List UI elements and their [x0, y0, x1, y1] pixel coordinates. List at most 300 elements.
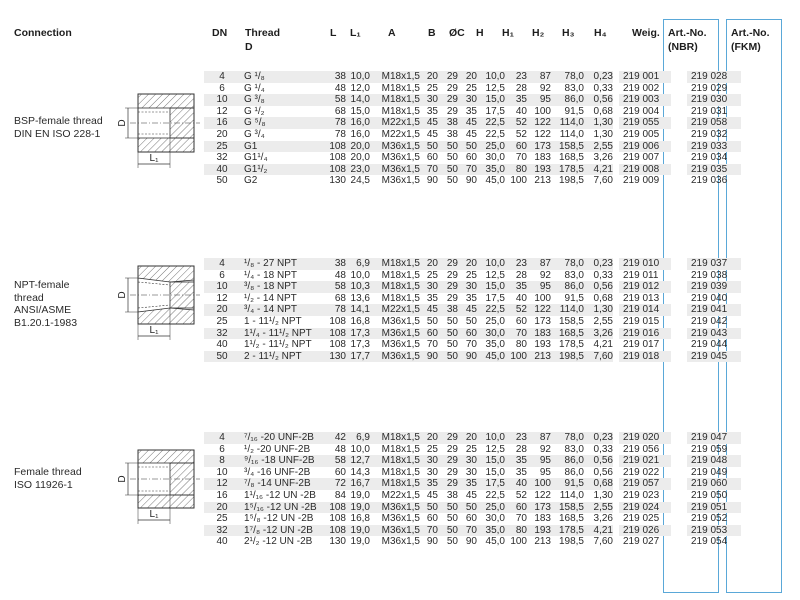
- bsp-fitting-drawing: [110, 90, 206, 172]
- column-gap: [671, 339, 687, 351]
- cell-dn: 8: [204, 455, 240, 467]
- cell-weight: 3,26: [593, 152, 613, 164]
- cell-l: 78: [320, 304, 346, 316]
- cell-thread: G1: [240, 141, 320, 153]
- cell-art-fkm: 219 051: [687, 502, 741, 514]
- cell-h3: 173: [534, 315, 551, 327]
- cell-thread: 1 - 11¹/₂ NPT: [244, 315, 302, 327]
- cell-art-fkm: 219 049: [691, 466, 728, 478]
- cell-l1: 16,8: [350, 513, 370, 525]
- table-row: [204, 106, 741, 118]
- column-gap: [671, 455, 687, 467]
- cell-oc: 29: [446, 292, 458, 304]
- cell-l: 68: [334, 105, 346, 117]
- cell-art-nbr: 219 003: [619, 94, 671, 106]
- table-row: [204, 175, 741, 187]
- cell-b: 45: [420, 117, 438, 129]
- cell-l1: 6,9: [346, 258, 370, 270]
- cell-h1: 10,0: [477, 432, 505, 444]
- cell-thread: ³/₈ - 18 NPT: [240, 281, 320, 293]
- cell-a: M36x1,5: [381, 513, 420, 525]
- cell-dn: 4: [204, 71, 240, 83]
- cell-h2: 100: [510, 175, 527, 187]
- column-gap: [671, 117, 687, 129]
- cell-a: M18x1,5: [370, 432, 420, 444]
- cell-h4: 168,5: [551, 328, 584, 340]
- cell-oc: 29: [446, 82, 458, 94]
- cell-l1: 13,6: [350, 292, 370, 304]
- cell-h3: 95: [527, 94, 551, 106]
- table-row: [204, 525, 741, 537]
- cell-h2: 40: [505, 478, 527, 490]
- cell-thread: G ³/₄: [244, 128, 265, 140]
- cell-h4: 83,0: [564, 443, 584, 455]
- cell-h2: 40: [515, 292, 527, 304]
- table-row: [204, 71, 741, 83]
- cell-weight: 3,26: [584, 328, 613, 340]
- cell-h4: 86,0: [551, 94, 584, 106]
- table-row: [204, 351, 741, 363]
- cell-h4: 168,5: [558, 152, 584, 164]
- cell-h1: 35,0: [485, 339, 505, 351]
- cell-oc: 50: [446, 152, 458, 164]
- npt-data-table: [204, 258, 741, 362]
- cell-art-nbr: 219 014: [619, 304, 671, 316]
- cell-h: 35: [465, 105, 477, 117]
- cell-thread: G ¹/₈: [240, 71, 320, 83]
- cell-art-nbr: 219 056: [623, 443, 660, 455]
- column-gap: [671, 478, 687, 490]
- cell-b: 25: [426, 82, 438, 94]
- cell-h4: 168,5: [558, 513, 584, 525]
- table-row: [204, 444, 741, 456]
- cell-h4: 178,5: [551, 525, 584, 537]
- cell-b: 60: [426, 513, 438, 525]
- cell-h: 60: [465, 152, 477, 164]
- cell-thread: ⁹/₁₆ -18 UNF-2B: [240, 455, 320, 467]
- cell-b: 70: [420, 525, 438, 537]
- cell-oc: 29: [446, 443, 458, 455]
- cell-h2: 28: [515, 443, 527, 455]
- cell-l: 60: [334, 466, 346, 478]
- cell-h3: 100: [534, 292, 551, 304]
- header-a: A: [388, 27, 396, 39]
- column-gap: [671, 316, 687, 328]
- cell-l: 108: [329, 339, 346, 351]
- cell-weight: 1,30: [584, 117, 613, 129]
- cell-h1: 25,0: [485, 315, 505, 327]
- cell-dn: 4: [204, 432, 240, 444]
- header-art-nbr-line1: Art.-No.: [668, 27, 707, 39]
- column-gap: [671, 328, 687, 340]
- cell-h3: 183: [534, 513, 551, 525]
- cell-art-nbr: 219 023: [623, 489, 660, 501]
- cell-thread: ¹/₄ - 18 NPT: [244, 269, 297, 281]
- cell-dn: 20: [204, 304, 240, 316]
- cell-h2: 100: [510, 536, 527, 548]
- cell-h2: 80: [505, 525, 527, 537]
- cell-h1: 15,0: [485, 466, 505, 478]
- cell-h1: 22,5: [477, 304, 505, 316]
- cell-oc: 38: [446, 128, 458, 140]
- cell-thread: 2¹/₂ -12 UN -2B: [244, 536, 313, 548]
- cell-h3: 95: [527, 455, 551, 467]
- cell-h: 25: [465, 269, 477, 281]
- cell-weight: 0,23: [584, 258, 613, 270]
- cell-l1: 20,0: [350, 152, 370, 164]
- d-dimension-label: D: [117, 119, 128, 127]
- cell-h3: 92: [539, 82, 551, 94]
- cell-l: 42: [320, 432, 346, 444]
- cell-art-nbr: 219 015: [623, 315, 660, 327]
- cell-h3: 95: [527, 281, 551, 293]
- cell-h3: 92: [539, 443, 551, 455]
- cell-art-nbr: 219 010: [619, 258, 671, 270]
- cell-h2: 23: [505, 432, 527, 444]
- cell-l1: 24,5: [350, 175, 370, 187]
- cell-art-fkm: 219 039: [687, 281, 741, 293]
- table-row: [204, 432, 741, 444]
- column-gap: [671, 351, 687, 363]
- cell-art-nbr: 219 017: [623, 339, 660, 351]
- cell-art-fkm: 219 030: [687, 94, 741, 106]
- table-row: [204, 164, 741, 176]
- cell-h4: 198,5: [558, 536, 584, 548]
- cell-h1: 30,0: [477, 328, 505, 340]
- cell-h2: 70: [505, 328, 527, 340]
- header-l1: L₁: [350, 27, 361, 39]
- cell-h3: 122: [527, 117, 551, 129]
- cell-thread: ³/₄ - 14 NPT: [240, 304, 320, 316]
- cell-art-fkm: 219 048: [687, 455, 741, 467]
- cell-oc: 29: [438, 281, 458, 293]
- table-row: [204, 117, 741, 129]
- table-row: [204, 502, 741, 514]
- cell-h3: 173: [527, 502, 551, 514]
- column-gap: [671, 444, 687, 456]
- cell-h: 60: [458, 328, 477, 340]
- cell-l: 72: [320, 478, 346, 490]
- table-row: [204, 304, 741, 316]
- header-oc: ØC: [449, 27, 465, 39]
- cell-l: 130: [329, 536, 346, 548]
- cell-art-nbr: 219 024: [619, 502, 671, 514]
- cell-l1: 16,0: [346, 117, 370, 129]
- cell-thread: 1¹/₁₆ -12 UN -2B: [244, 489, 316, 501]
- cell-art-nbr: 219 009: [623, 175, 660, 187]
- cell-a: M36x1,5: [381, 175, 420, 187]
- cell-h: 30: [458, 94, 477, 106]
- cell-dn: 25: [216, 513, 228, 525]
- l1-dimension-label: L₁: [149, 325, 159, 336]
- cell-h1: 22,5: [477, 117, 505, 129]
- cell-art-fkm: 219 031: [691, 105, 728, 117]
- cell-h2: 35: [505, 455, 527, 467]
- cell-h: 45: [458, 304, 477, 316]
- cell-thread: 1⁷/₈ -12 UN -2B: [240, 525, 320, 537]
- cell-weight: 1,30: [584, 304, 613, 316]
- cell-art-fkm: 219 059: [691, 443, 728, 455]
- cell-h2: 52: [505, 117, 527, 129]
- cell-dn: 6: [219, 82, 225, 94]
- cell-b: 70: [420, 164, 438, 176]
- cell-h4: 158,5: [551, 502, 584, 514]
- cell-dn: 40: [204, 164, 240, 176]
- cell-thread: G ¹/₄: [244, 82, 265, 94]
- cell-h2: 60: [505, 141, 527, 153]
- cell-thread: ¹/₂ - 14 NPT: [244, 292, 297, 304]
- cell-h2: 60: [515, 315, 527, 327]
- cell-weight: 0,56: [584, 94, 613, 106]
- cell-h2: 52: [515, 128, 527, 140]
- bsp-data-table: [204, 71, 741, 187]
- cell-a: M18x1,5: [370, 478, 420, 490]
- cell-a: M18x1,5: [370, 258, 420, 270]
- cell-a: M18x1,5: [370, 71, 420, 83]
- cell-h1: 17,5: [485, 292, 505, 304]
- cell-thread: G1¹/₄: [244, 152, 268, 164]
- cell-oc: 50: [446, 315, 458, 327]
- cell-h4: 198,5: [558, 175, 584, 187]
- column-gap: [671, 293, 687, 305]
- cell-dn: 12: [216, 105, 228, 117]
- cell-b: 25: [426, 269, 438, 281]
- cell-h1: 15,0: [477, 281, 505, 293]
- cell-h3: 183: [534, 152, 551, 164]
- cell-art-fkm: 219 040: [691, 292, 728, 304]
- cell-art-fkm: 219 038: [691, 269, 728, 281]
- cell-h: 50: [465, 315, 477, 327]
- cell-a: M36x1,5: [370, 525, 420, 537]
- cell-art-fkm: 219 029: [691, 82, 728, 94]
- cell-art-fkm: 219 047: [687, 432, 741, 444]
- column-gap: [671, 94, 687, 106]
- cell-oc: 29: [438, 94, 458, 106]
- cell-a: M18x1,5: [370, 281, 420, 293]
- cell-art-fkm: 219 028: [687, 71, 741, 83]
- cell-h4: 91,5: [551, 478, 584, 490]
- cell-l1: 16,0: [350, 128, 370, 140]
- cell-h3: 213: [534, 536, 551, 548]
- cell-h4: 83,0: [564, 269, 584, 281]
- cell-l: 68: [334, 292, 346, 304]
- cell-b: 30: [420, 455, 438, 467]
- cell-b: 20: [420, 71, 438, 83]
- cell-h3: 213: [534, 175, 551, 187]
- cell-h3: 122: [534, 128, 551, 140]
- cell-l1: 15,0: [350, 105, 370, 117]
- column-gap: [671, 83, 687, 95]
- cell-h3: 173: [527, 141, 551, 153]
- cell-h3: 92: [539, 269, 551, 281]
- section-label-line: DIN EN ISO 228-1: [14, 127, 101, 140]
- section-label-line: Female thread: [14, 466, 82, 478]
- cell-art-fkm: 219 037: [687, 258, 741, 270]
- table-row: [204, 258, 741, 270]
- cell-oc: 29: [446, 105, 458, 117]
- cell-b: 90: [426, 175, 438, 187]
- cell-h1: 25,0: [477, 502, 505, 514]
- cell-h4: 78,0: [551, 71, 584, 83]
- cell-h4: 198,5: [551, 351, 584, 363]
- cell-h: 45: [465, 128, 477, 140]
- cell-weight: 0,23: [584, 432, 613, 444]
- cell-dn: 10: [204, 94, 240, 106]
- section-label-line: ISO 11926-1: [14, 478, 73, 491]
- cell-art-nbr: 219 055: [619, 117, 671, 129]
- cell-h: 70: [465, 339, 477, 351]
- cell-weight: 0,33: [593, 269, 613, 281]
- cell-weight: 2,55: [593, 315, 613, 327]
- cell-b: 20: [420, 432, 438, 444]
- cell-a: M18x1,5: [381, 443, 420, 455]
- cell-oc: 38: [438, 117, 458, 129]
- cell-h2: 23: [505, 71, 527, 83]
- cell-thread: G2: [244, 175, 258, 187]
- cell-h2: 28: [515, 269, 527, 281]
- cell-h1: 35,0: [477, 525, 505, 537]
- header-h: H: [476, 27, 484, 39]
- cell-h2: 52: [505, 304, 527, 316]
- cell-a: M36x1,5: [381, 315, 420, 327]
- d-dimension-label: D: [117, 475, 128, 483]
- header-art-nbr-line2: (NBR): [668, 41, 698, 53]
- cell-oc: 29: [438, 71, 458, 83]
- cell-dn: 25: [204, 141, 240, 153]
- cell-b: 20: [420, 258, 438, 270]
- cell-art-fkm: 219 053: [687, 525, 741, 537]
- cell-l: 108: [329, 315, 346, 327]
- cell-thread: ³/₄ -16 UNF-2B: [244, 466, 311, 478]
- cell-oc: 38: [438, 304, 458, 316]
- cell-l: 108: [329, 152, 346, 164]
- cell-art-nbr: 219 008: [619, 164, 671, 176]
- d-dimension-label: D: [117, 291, 128, 299]
- cell-h2: 52: [515, 489, 527, 501]
- cell-h2: 35: [515, 466, 527, 478]
- cell-dn: 20: [216, 128, 228, 140]
- cell-oc: 50: [446, 513, 458, 525]
- cell-h1: 10,0: [477, 258, 505, 270]
- column-gap: [671, 525, 687, 537]
- cell-h3: 193: [527, 164, 551, 176]
- cell-oc: 29: [438, 258, 458, 270]
- cell-l: 108: [320, 164, 346, 176]
- cell-a: M36x1,5: [370, 328, 420, 340]
- cell-art-nbr: 219 026: [619, 525, 671, 537]
- cell-h2: 80: [505, 164, 527, 176]
- cell-h: 20: [458, 432, 477, 444]
- cell-art-nbr: 219 016: [619, 328, 671, 340]
- cell-weight: 0,68: [593, 105, 613, 117]
- cell-l: 48: [334, 82, 346, 94]
- cell-l: 38: [320, 71, 346, 83]
- cell-b: 25: [426, 443, 438, 455]
- header-h1: H₁: [502, 27, 514, 39]
- column-gap: [671, 490, 687, 502]
- cell-l1: 17,7: [346, 351, 370, 363]
- cell-l: 38: [320, 258, 346, 270]
- cell-a: M22x1,5: [370, 117, 420, 129]
- cell-weight: 2,55: [584, 141, 613, 153]
- cell-art-nbr: 219 001: [619, 71, 671, 83]
- cell-h1: 25,0: [477, 141, 505, 153]
- cell-l1: 6,9: [346, 432, 370, 444]
- cell-oc: 38: [446, 489, 458, 501]
- cell-art-fkm: 219 045: [687, 351, 741, 363]
- cell-h2: 70: [515, 152, 527, 164]
- cell-weight: 2,55: [584, 502, 613, 514]
- cell-dn: 12: [204, 478, 240, 490]
- cell-l: 108: [329, 513, 346, 525]
- header-thread-line2: D: [245, 41, 253, 53]
- cell-h4: 158,5: [551, 141, 584, 153]
- cell-h2: 60: [505, 502, 527, 514]
- table-row: [204, 339, 741, 351]
- cell-a: M22x1,5: [381, 128, 420, 140]
- table-row: [204, 270, 741, 282]
- cell-h: 45: [458, 117, 477, 129]
- cell-dn: 6: [219, 443, 225, 455]
- cell-l1: 19,0: [346, 525, 370, 537]
- cell-h4: 86,0: [551, 281, 584, 293]
- cell-a: M36x1,5: [370, 141, 420, 153]
- column-gap: [671, 536, 687, 548]
- cell-thread: ¹/₈ - 27 NPT: [240, 258, 320, 270]
- cell-dn: 12: [216, 292, 228, 304]
- cell-h: 90: [458, 351, 477, 363]
- cell-art-nbr: 219 018: [619, 351, 671, 363]
- cell-dn: 4: [204, 258, 240, 270]
- l1-dimension-label: L₁: [149, 509, 159, 520]
- cell-dn: 16: [204, 117, 240, 129]
- cell-art-fkm: 219 042: [691, 315, 728, 327]
- cell-h4: 78,0: [551, 432, 584, 444]
- cell-l: 130: [329, 175, 346, 187]
- cell-art-nbr: 219 002: [623, 82, 660, 94]
- column-gap: [671, 129, 687, 141]
- cell-oc: 50: [446, 536, 458, 548]
- cell-h2: 35: [505, 94, 527, 106]
- cell-h1: 45,0: [485, 175, 505, 187]
- header-dn: DN: [212, 27, 228, 39]
- cell-h2: 40: [515, 105, 527, 117]
- cell-thread: ¹/₂ -20 UNF-2B: [244, 443, 311, 455]
- table-row: [204, 94, 741, 106]
- cell-h4: 86,0: [564, 466, 584, 478]
- cell-oc: 50: [438, 164, 458, 176]
- cell-l: 58: [320, 94, 346, 106]
- cell-h3: 95: [539, 466, 551, 478]
- section-label-line: BSP-female thread: [14, 115, 103, 127]
- cell-oc: 50: [446, 339, 458, 351]
- cell-weight: 4,21: [584, 164, 613, 176]
- cell-h: 70: [458, 164, 477, 176]
- cell-h2: 100: [505, 351, 527, 363]
- cell-h1: 17,5: [477, 478, 505, 490]
- cell-a: M36x1,5: [370, 502, 420, 514]
- cell-h3: 87: [527, 432, 551, 444]
- cell-h: 30: [458, 455, 477, 467]
- column-gap: [671, 270, 687, 282]
- cell-h1: 22,5: [485, 128, 505, 140]
- cell-art-fkm: 219 050: [691, 489, 728, 501]
- cell-b: 50: [426, 315, 438, 327]
- cell-dn: 10: [204, 281, 240, 293]
- cell-h3: 183: [527, 328, 551, 340]
- table-row: [204, 478, 741, 490]
- cell-h1: 12,5: [485, 443, 505, 455]
